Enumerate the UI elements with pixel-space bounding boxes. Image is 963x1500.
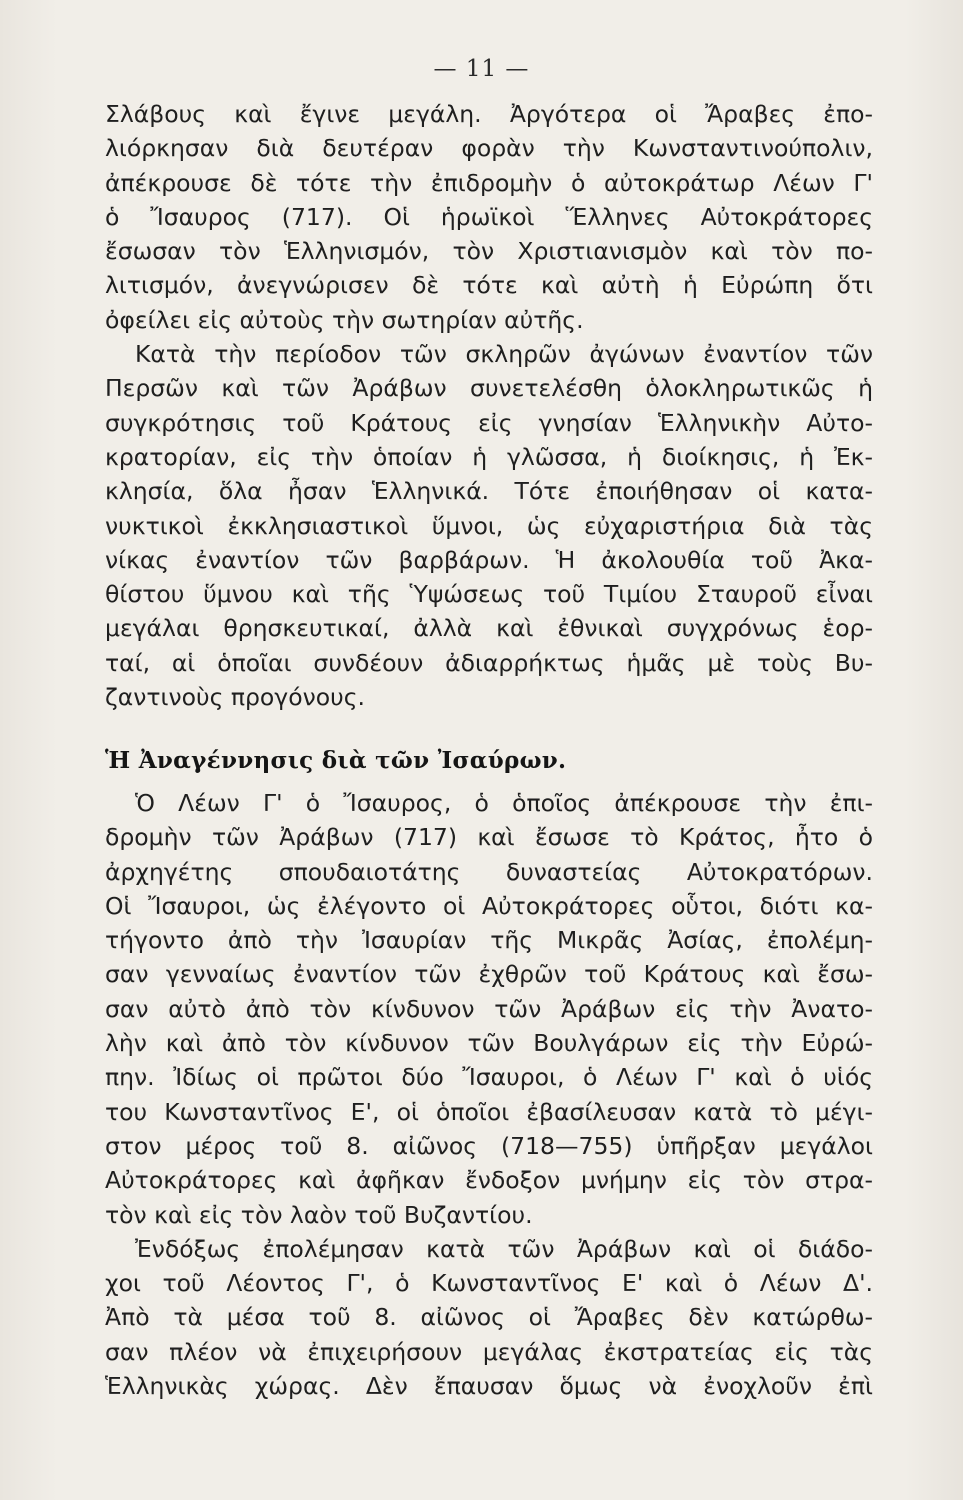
text-line: Ἀπὸ τὰ μέσα τοῦ 8. αἰῶνος οἱ Ἄραβες δὲν κατώρθω- — [105, 1303, 873, 1332]
text-line: ἀπέκρουσε δὲ τότε τὴν ἐπιδρομὴν ὁ αὐτοκράτωρ Λέων Γ' — [105, 168, 873, 197]
text-line: ὁ Ἴσαυρος (717). Οἱ ἡρωϊκοὶ Ἕλληνες Αὐτοκράτορες — [105, 202, 873, 231]
text-line: Οἱ Ἴσαυροι, ὡς ἐλέγοντο οἱ Αὐτοκράτορες οὗτοι, διότι κα- — [105, 891, 873, 920]
text-line: τὸν καὶ εἰς τὸν λαὸν τοῦ Βυζαντίου. — [105, 1200, 533, 1229]
text-line: ἔσωσαν τὸν Ἑλληνισμόν, τὸν Χριστιανισμὸν καὶ τὸν πο- — [105, 237, 873, 266]
text-line: σαν γενναίως ἐναντίον τῶν ἐχθρῶν τοῦ Κράτους καὶ ἔσω- — [105, 960, 873, 989]
text-line: νυκτικοὶ ἐκκλησιαστικοὶ ὕμνοι, ὡς εὐχαριστήρια διὰ τὰς — [105, 511, 873, 540]
text-line: τήγοντο ἀπὸ τὴν Ἰσαυρίαν τῆς Μικρᾶς Ἀσίας, ἐπολέμη- — [105, 926, 873, 955]
text-line: Ὁ Λέων Γ' ὁ Ἴσαυρος, ὁ ὁποῖος ἀπέκρουσε τὴν ἐπι- — [135, 789, 873, 817]
text-line: νίκας ἐναντίον τῶν βαρβάρων. Ἡ ἀκολουθία τοῦ Ἀκα- — [105, 545, 873, 574]
text-line: ταί, αἱ ὁποῖαι συνδέουν ἀδιαρρήκτως ἡμᾶς μὲ τοὺς Βυ- — [105, 648, 873, 677]
text-line: Σλάβους καὶ ἔγινε μεγάλη. Ἀργότερα οἱ Ἄραβες ἐπο- — [105, 100, 873, 128]
text-line: ἀρχηγέτης σπουδαιοτάτης δυναστείας Αὐτοκρατόρων. — [105, 857, 873, 886]
text-line: στον μέρος τοῦ 8. αἰῶνος (718—755) ὑπῆρξαν μεγάλοι — [105, 1131, 873, 1160]
text-line: Περσῶν καὶ τῶν Ἀράβων συνετελέσθη ὁλοκληρωτικῶς ἡ — [105, 374, 873, 403]
section-heading: Ἡ Ἀναγέννησις διὰ τῶν Ἰσαύρων. — [105, 747, 567, 774]
text-line: του Κωνσταντῖνος Ε', οἱ ὁποῖοι ἐβασίλευσαν κατὰ τὸ μέγι- — [105, 1097, 873, 1126]
text-line: Ἐνδόξως ἐπολέμησαν κατὰ τῶν Ἀράβων καὶ οἱ διάδο- — [135, 1234, 873, 1263]
text-line: κλησία, ὅλα ἦσαν Ἑλληνικά. Τότε ἐποιήθησαν οἱ κατα- — [105, 477, 873, 506]
text-line: πην. Ἰδίως οἱ πρῶτοι δύο Ἴσαυροι, ὁ Λέων Γ' καὶ ὁ υἱός — [105, 1063, 873, 1092]
paragraph-block-2 — [105, 786, 873, 1403]
text-line: Αὐτοκράτορες καὶ ἀφῆκαν ἔνδοξον μνήμην εἰς τὸν στρα- — [105, 1166, 873, 1195]
text-line: σαν αὐτὸ ἀπὸ τὸν κίνδυνον τῶν Ἀράβων εἰς τὴν Ἀνατο- — [105, 994, 873, 1023]
text-line: σαν πλέον νὰ ἐπιχειρήσουν μεγάλας ἐκστρατείας εἰς τὰς — [105, 1337, 873, 1366]
text-line: Ἑλληνικὰς χώρας. Δὲν ἔπαυσαν ὅμως νὰ ἐνοχλοῦν ἐπὶ — [105, 1372, 873, 1401]
text-line: λὴν καὶ ἀπὸ τὸν κίνδυνον τῶν Βουλγάρων εἰς τὴν Εὐρώ- — [105, 1029, 873, 1058]
text-line: ζαντινοὺς προγόνους. — [105, 683, 365, 712]
text-line: μεγάλαι θρησκευτικαί, ἀλλὰ καὶ ἐθνικαὶ συγχρόνως ἑορ- — [105, 614, 873, 643]
page-number: — 11 — — [433, 56, 530, 82]
text-line: ὀφείλει εἰς αὐτοὺς τὴν σωτηρίαν αὐτῆς. — [105, 305, 584, 334]
text-line: κρατορίαν, εἰς τὴν ὁποίαν ἡ γλῶσσα, ἡ διοίκησις, ἡ Ἐκ- — [105, 442, 873, 471]
text-line: Κατὰ τὴν περίοδον τῶν σκληρῶν ἀγώνων ἐναντίον τῶν — [135, 340, 873, 369]
text-line: δρομὴν τῶν Ἀράβων (717) καὶ ἔσωσε τὸ Κράτος, ἦτο ὁ — [105, 823, 873, 852]
paragraph-block-1 — [105, 97, 873, 714]
text-line: λιτισμόν, ἀνεγνώρισεν δὲ τότε καὶ αὐτὴ ἡ Εὐρώπη ὅτι — [105, 271, 873, 300]
text-line: θίστου ὕμνου καὶ τῆς Ὑψώσεως τοῦ Τιμίου Σταυροῦ εἶναι — [105, 580, 873, 609]
text-line: χοι τοῦ Λέοντος Γ', ὁ Κωνσταντῖνος Ε' καὶ ὁ Λέων Δ'. — [105, 1269, 873, 1298]
text-line: λιόρκησαν διὰ δευτέραν φορὰν τὴν Κωνσταντινούπολιν, — [105, 134, 873, 163]
text-line: συγκρότησις τοῦ Κράτους εἰς γνησίαν Ἑλληνικὴν Αὐτο- — [105, 408, 873, 437]
